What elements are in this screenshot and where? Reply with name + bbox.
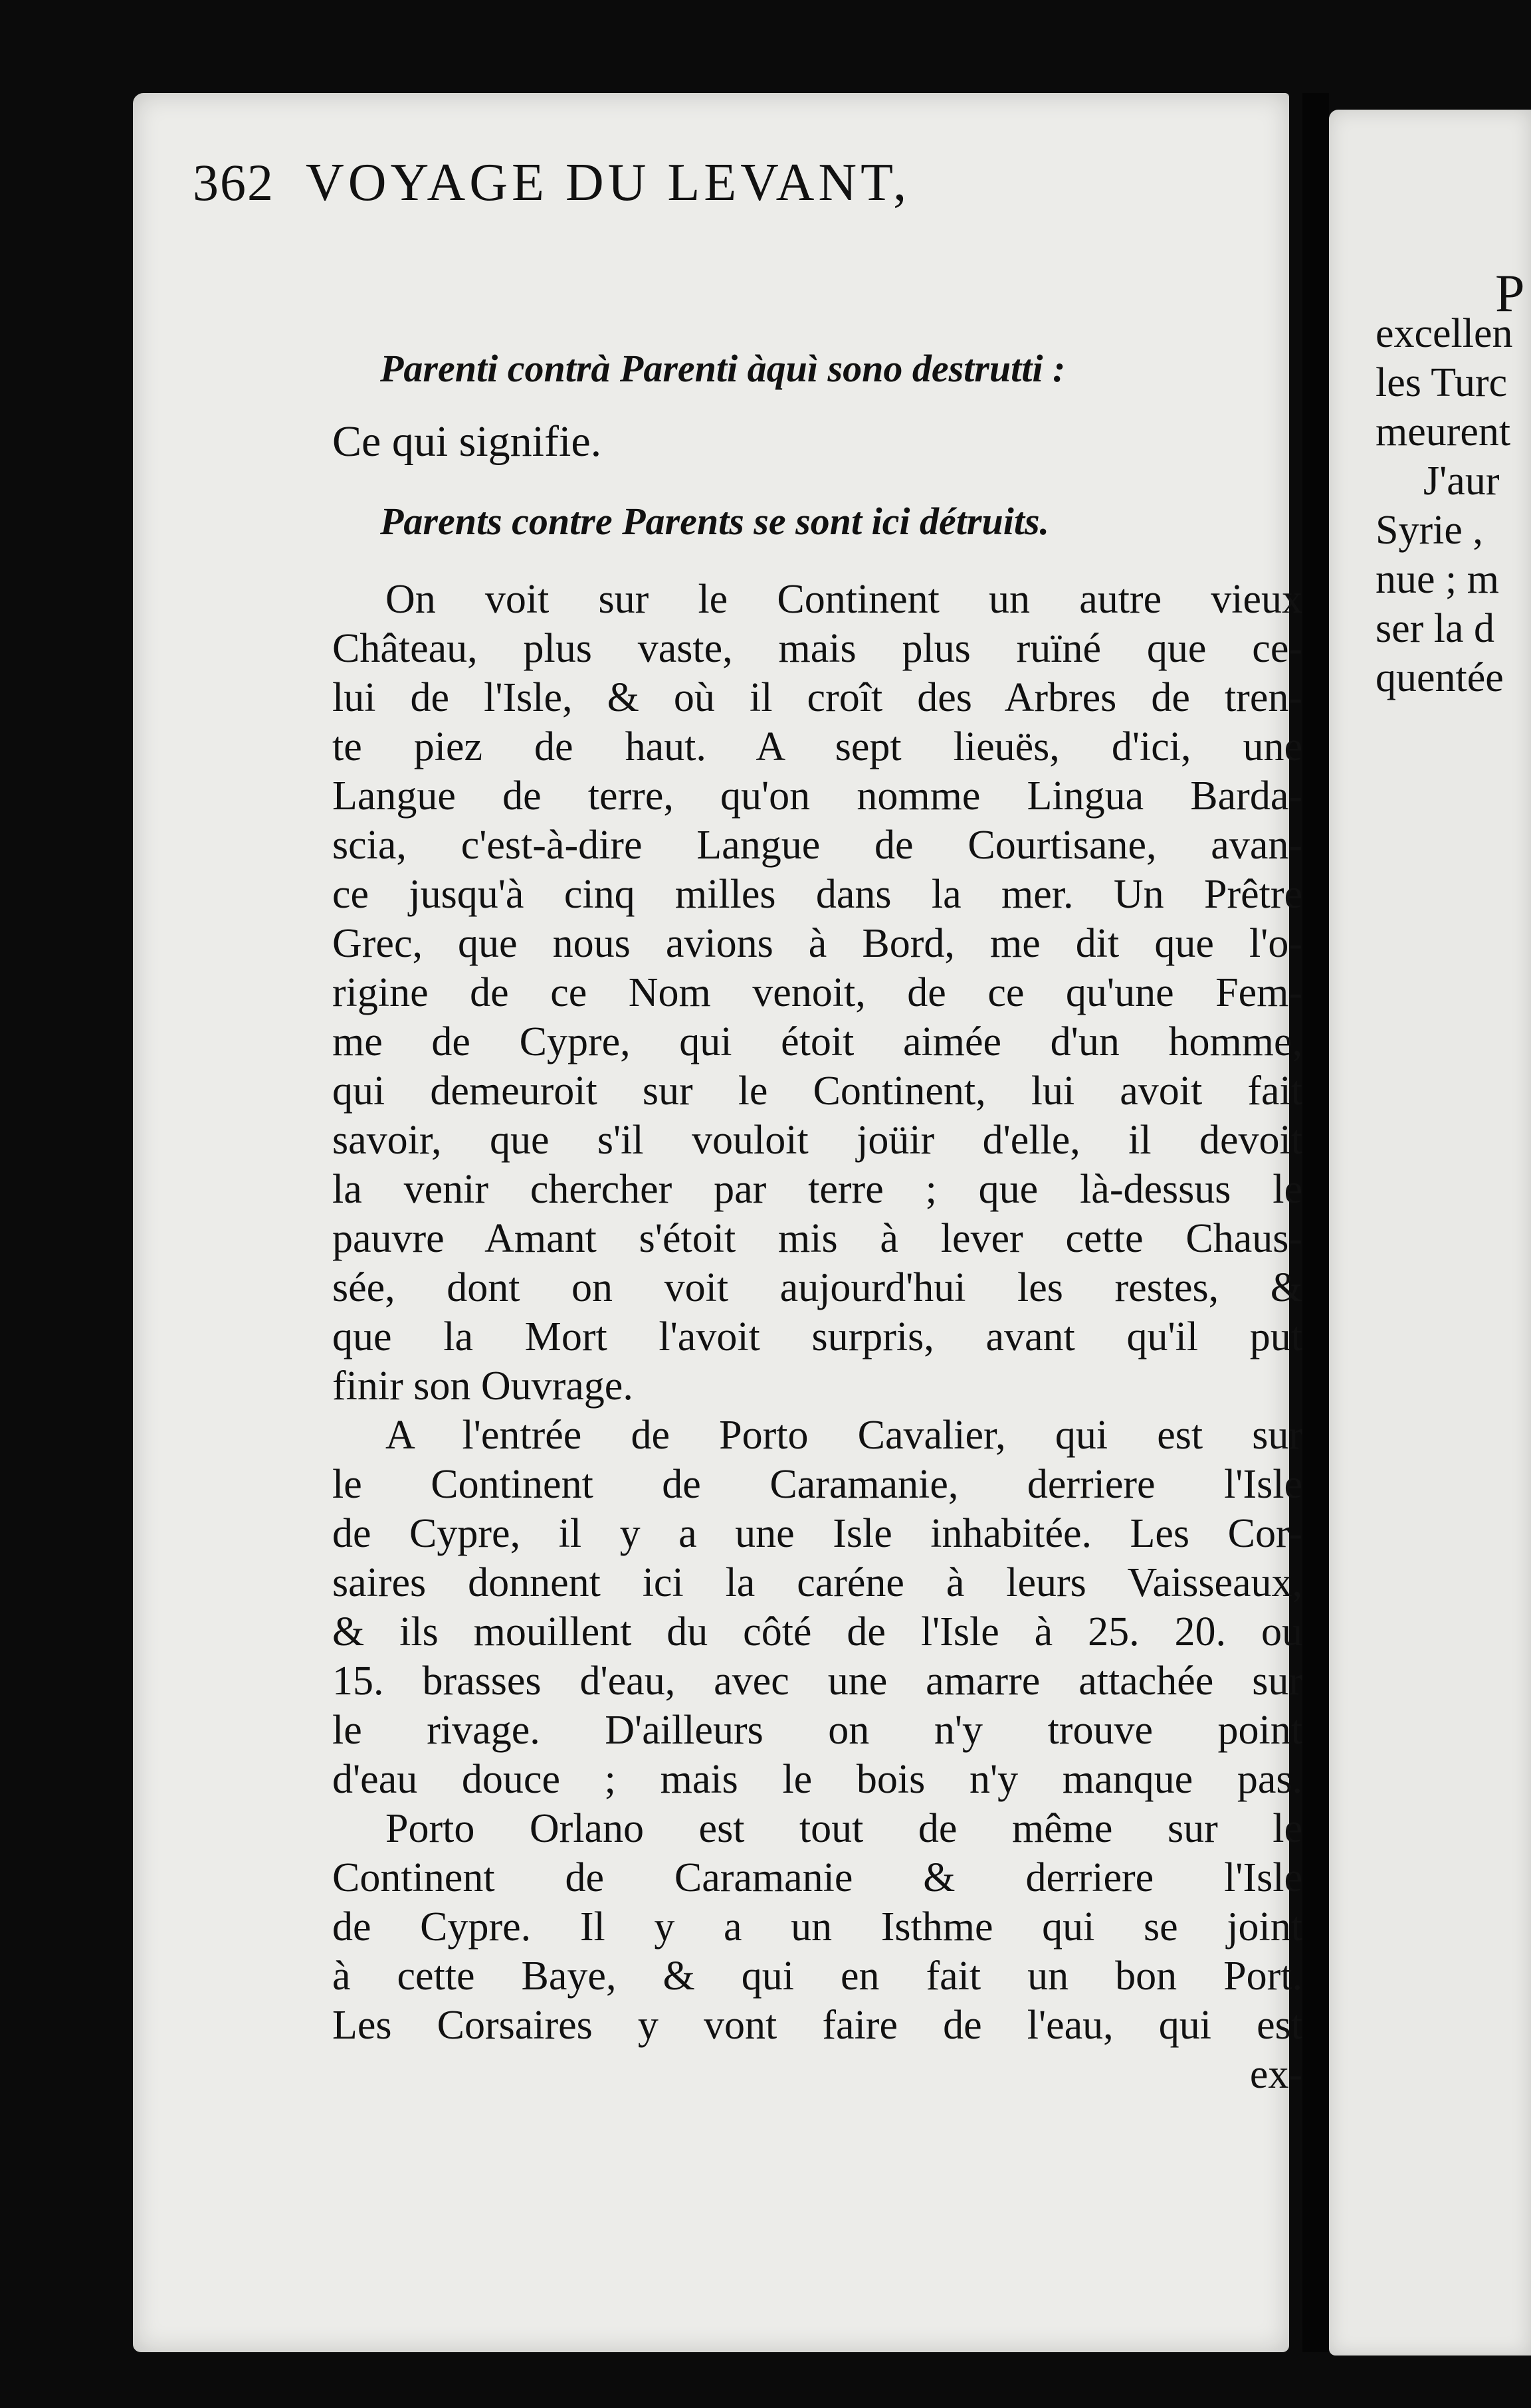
text-line: Porto Orlano est tout de même sur le xyxy=(385,1806,1302,1851)
text-line: à cette Baye, & qui en fait un bon Port. xyxy=(332,1954,1302,1999)
text-line: le Continent de Caramanie, derriere l'Isle xyxy=(332,1462,1302,1507)
italian-verse: Parenti contrà Parenti àquì sono destrutti : xyxy=(380,347,1066,390)
catchword: ex- xyxy=(1249,2052,1302,2097)
translation-intro: Ce qui signifie. xyxy=(332,417,602,466)
text-line: de Cypre, il y a une Isle inhabitée. Les Cor- xyxy=(332,1511,1302,1556)
right-line: J'aur xyxy=(1423,458,1500,504)
right-line: nue ; m xyxy=(1376,557,1499,602)
text-line: le rivage. D'ailleurs on n'y trouve point xyxy=(332,1708,1302,1753)
right-line: ser la d xyxy=(1376,606,1495,651)
right-line: quentée xyxy=(1376,655,1504,700)
right-line: les Turc xyxy=(1376,360,1508,405)
french-verse: Parents contre Parents se sont ici détruits. xyxy=(380,500,1050,543)
text-line: de Cypre. Il y a un Isthme qui se joint xyxy=(332,1904,1302,1950)
right-line: meurent xyxy=(1376,409,1511,454)
running-head xyxy=(193,153,1229,233)
paragraph-porto-orlano xyxy=(332,1804,1302,2050)
text-line: pauvre Amant s'étoit mis à lever cette Chaus- xyxy=(332,1216,1302,1261)
text-line: scia, c'est-à-dire Langue de Courtisane, avan- xyxy=(332,823,1302,868)
page-gutter-shadow xyxy=(1302,93,1329,2352)
right-page-text-fragment xyxy=(1376,309,1513,702)
text-line: d'eau douce ; mais le bois n'y manque pas. xyxy=(332,1757,1302,1802)
text-line: la venir chercher par terre ; que là-dessus le xyxy=(332,1167,1302,1212)
right-line: Syrie , xyxy=(1376,508,1483,553)
text-line: finir son Ouvrage. xyxy=(332,1363,633,1409)
right-book-page-fragment xyxy=(1329,110,1531,2356)
text-line: 15. brasses d'eau, avec une amarre attachée sur xyxy=(332,1658,1302,1704)
text-line: me de Cypre, qui étoit aimée d'un homme, xyxy=(332,1019,1302,1064)
running-title: VOYAGE DU LEVANT, xyxy=(306,153,911,212)
text-line: On voit sur le Continent un autre vieux xyxy=(385,577,1302,622)
text-line: lui de l'Isle, & où il croît des Arbres de tren- xyxy=(332,675,1302,720)
text-line: ce jusqu'à cinq milles dans la mer. Un Prêtre xyxy=(332,872,1302,917)
text-line: sée, dont on voit aujourd'hui les restes, & xyxy=(332,1265,1302,1310)
right-line: excellen xyxy=(1376,311,1513,356)
text-line: Grec, que nous avions à Bord, me dit que l'o- xyxy=(332,921,1302,966)
text-line: que la Mort l'avoit surpris, avant qu'il put xyxy=(332,1314,1302,1359)
text-line: savoir, que s'il vouloit joüir d'elle, il devoit xyxy=(332,1118,1302,1163)
text-line: Langue de terre, qu'on nomme Lingua Barda- xyxy=(332,773,1302,819)
text-line: te piez de haut. A sept lieuës, d'ici, une xyxy=(332,724,1302,769)
text-line: Château, plus vaste, mais plus ruïné que ce- xyxy=(332,626,1302,671)
text-line: Les Corsaires y vont faire de l'eau, qui est xyxy=(332,2003,1302,2048)
right-running-head-fragment: P xyxy=(1495,264,1525,323)
text-line: Continent de Caramanie & derriere l'Isle xyxy=(332,1855,1302,1900)
text-line: qui demeuroit sur le Continent, lui avoit fait xyxy=(332,1068,1302,1114)
page-body xyxy=(332,342,1302,2099)
page-number: 362 xyxy=(193,153,274,211)
paragraph-porto-cavalier xyxy=(332,1411,1302,1804)
text-line: A l'entrée de Porto Cavalier, qui est sur xyxy=(385,1413,1302,1458)
text-line: saires donnent ici la caréne à leurs Vaisseaux, xyxy=(332,1560,1302,1605)
paragraph-continent-castle xyxy=(332,575,1302,1411)
text-line: rigine de ce Nom venoit, de ce qu'une Fem- xyxy=(332,970,1302,1015)
text-line: & ils mouillent du côté de l'Isle à 25. 20. ou xyxy=(332,1609,1302,1655)
